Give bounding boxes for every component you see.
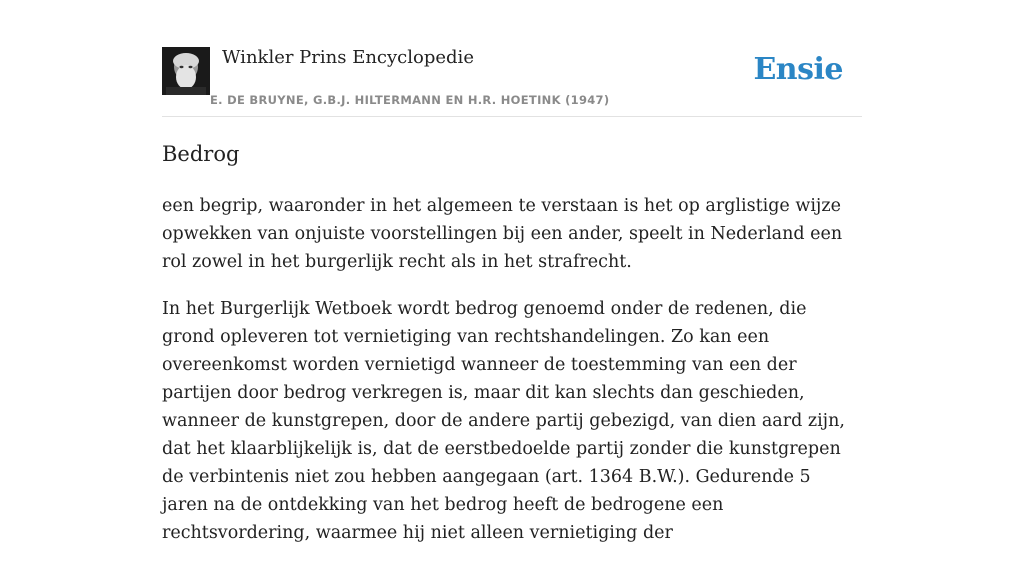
source-header [162,46,862,117]
source-title[interactable]: Winkler Prins Encyclopedie [222,47,474,68]
article-body [162,192,862,566]
article-paragraph: een begrip, waaronder in het algemeen te verstaan is het op arglistige wijze opwekken van onjuiste voorstellingen bij een ander, speelt in Nederland een rol zowel in het burgerlijk recht als in het strafrecht. [162,196,843,272]
article-title: Bedrog [162,142,240,166]
author-avatar[interactable] [162,47,210,95]
author-portrait-icon [162,47,210,95]
source-authors: E. DE BRUYNE, G.B.J. HILTERMANN EN H.R. HOETINK (1947) [210,93,610,107]
ensie-logo[interactable]: Ensie [753,52,843,87]
article-paragraph: In het Burgerlijk Wetboek wordt bedrog genoemd onder de redenen, die grond opleveren tot vernietiging van rechtshandelingen. Zo kan een overeenkomst worden vernietigd wanneer de toestemming van een der partijen door bedrog verkregen is, maar dit kan slechts dan geschieden, wanneer de kunstgrepen, door de andere partij gebezigd, van dien aard zijn, dat het klaarblijkelijk is, dat de eerstbedoelde partij zonder die kunstgrepen de verbintenis niet zou hebben aangegaan (art. 1364 B.W.). Gedurende 5 jaren na de ontdekking van het bedrog heeft de bedrogene een rechtsvordering, waarmee hij niet alleen vernietiging der [162,299,845,543]
